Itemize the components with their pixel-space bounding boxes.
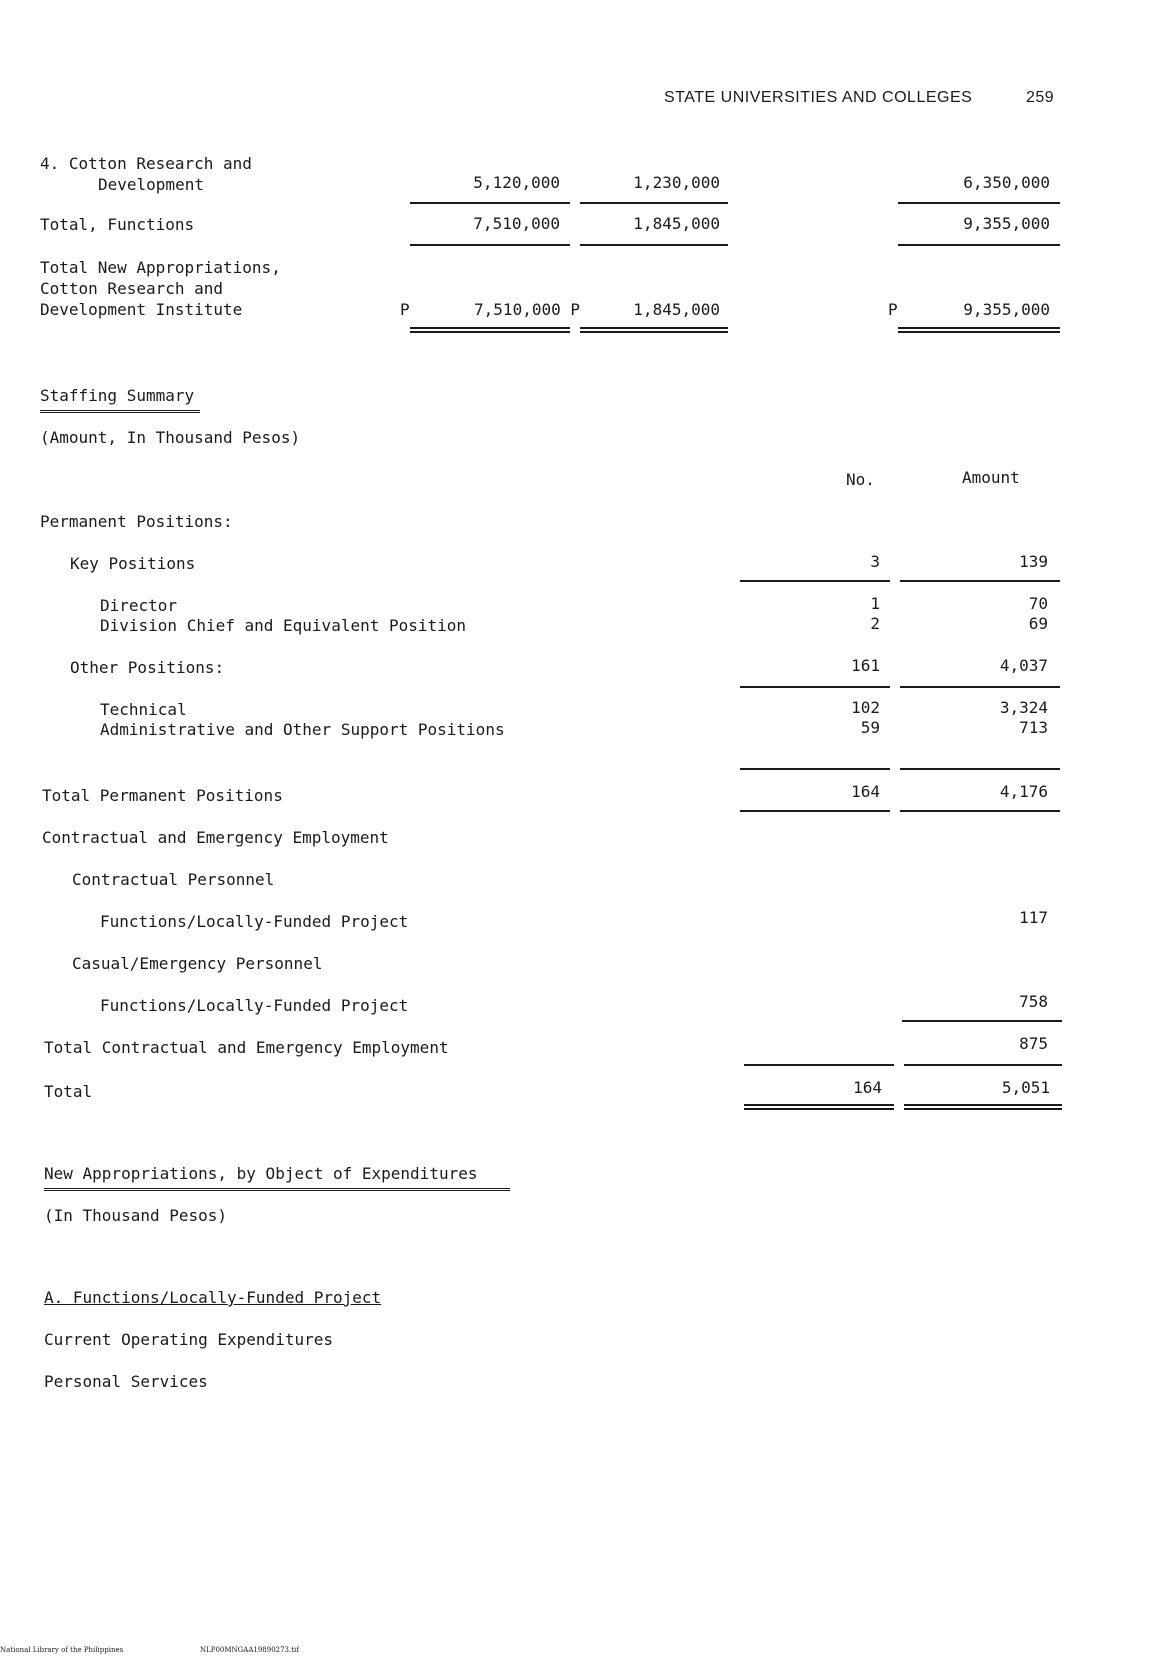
col-header-amount: Amount	[962, 468, 1020, 487]
total-contractual-amount: 875	[1019, 1034, 1048, 1053]
double-rule	[744, 1104, 894, 1110]
key-positions-label: Key Positions	[70, 554, 196, 573]
footer-library: National Library of the Philippines	[0, 1646, 124, 1654]
casual-functions-amount: 758	[1019, 992, 1048, 1011]
rule	[902, 1020, 1062, 1022]
total-permanent-label: Total Permanent Positions	[42, 786, 283, 805]
rule	[900, 810, 1060, 812]
rule	[580, 202, 728, 204]
rule	[744, 1064, 894, 1066]
contractual-functions-amount: 117	[1019, 908, 1048, 927]
technical-amount: 3,324	[999, 698, 1048, 717]
total-new-approp-line2: Cotton Research and	[40, 279, 224, 298]
object-expenditures-subtitle: (In Thousand Pesos)	[44, 1206, 228, 1225]
rule	[904, 1064, 1062, 1066]
rule	[898, 202, 1060, 204]
division-chief-label: Division Chief and Equivalent Position	[100, 616, 467, 635]
total-contractual-label: Total Contractual and Emergency Employment	[44, 1038, 449, 1057]
division-chief-amount: 69	[1028, 614, 1048, 633]
technical-no: 102	[851, 698, 880, 717]
director-label: Director	[100, 596, 178, 615]
key-positions-amount: 139	[1019, 552, 1048, 571]
peso-sign-total: P	[888, 300, 898, 319]
running-header: STATE UNIVERSITIES AND COLLEGES	[664, 89, 973, 106]
total-new-approp-line3: Development Institute	[40, 300, 243, 319]
double-rule	[410, 327, 570, 333]
total-functions-col1: 7,510,000	[473, 214, 560, 233]
col-header-no: No.	[846, 470, 875, 489]
rule	[900, 686, 1060, 688]
total-new-approp-col1: 7,510,000 P	[474, 300, 580, 319]
total-new-approp-line1: Total New Appropriations,	[40, 258, 281, 277]
double-rule	[904, 1104, 1062, 1110]
grand-total-amount: 5,051	[1001, 1078, 1050, 1097]
page-number: 259	[1026, 89, 1055, 106]
total-new-approp-total: 9,355,000	[963, 300, 1050, 319]
total-permanent-no: 164	[851, 782, 880, 801]
total-functions-col2: 1,845,000	[633, 214, 720, 233]
contractual-functions-label: Functions/Locally-Funded Project	[100, 912, 409, 931]
grand-total-no: 164	[853, 1078, 882, 1097]
contractual-personnel-heading: Contractual Personnel	[72, 870, 275, 889]
casual-personnel-heading: Casual/Emergency Personnel	[72, 954, 323, 973]
double-rule	[44, 1188, 510, 1191]
rule	[410, 202, 570, 204]
item4-label-line2: Development	[98, 175, 204, 194]
division-chief-no: 2	[870, 614, 880, 633]
double-rule	[40, 410, 200, 413]
other-positions-label: Other Positions:	[70, 658, 225, 677]
total-permanent-amount: 4,176	[999, 782, 1048, 801]
personal-services-heading: Personal Services	[44, 1372, 208, 1391]
other-positions-no: 161	[851, 656, 880, 675]
item4-col1: 5,120,000	[473, 173, 560, 192]
admin-label: Administrative and Other Support Positions	[100, 720, 505, 739]
director-no: 1	[870, 594, 880, 613]
staffing-title: Staffing Summary	[40, 386, 195, 405]
rule	[900, 768, 1060, 770]
director-amount: 70	[1028, 594, 1048, 613]
rule	[740, 768, 890, 770]
double-rule	[580, 327, 728, 333]
admin-amount: 713	[1019, 718, 1048, 737]
item4-total: 6,350,000	[963, 173, 1050, 192]
section-a-heading: A. Functions/Locally-Funded Project	[44, 1288, 382, 1307]
rule	[740, 686, 890, 688]
permanent-positions-heading: Permanent Positions:	[40, 512, 233, 531]
rule	[410, 244, 570, 246]
rule	[740, 580, 890, 582]
current-operating-heading: Current Operating Expenditures	[44, 1330, 333, 1349]
double-rule	[898, 327, 1060, 333]
peso-sign: P	[400, 300, 410, 319]
grand-total-label: Total	[44, 1082, 93, 1101]
footer-file: NLP00MNGAA19890273.tif	[200, 1646, 299, 1654]
technical-label: Technical	[100, 700, 187, 719]
total-functions-label: Total, Functions	[40, 215, 195, 234]
key-positions-no: 3	[870, 552, 880, 571]
total-functions-total: 9,355,000	[963, 214, 1050, 233]
admin-no: 59	[860, 718, 880, 737]
total-new-approp-col2: 1,845,000	[633, 300, 720, 319]
item4-col2: 1,230,000	[633, 173, 720, 192]
rule	[900, 580, 1060, 582]
other-positions-amount: 4,037	[999, 656, 1048, 675]
rule	[898, 244, 1060, 246]
contractual-emergency-heading: Contractual and Emergency Employment	[42, 828, 389, 847]
rule	[580, 244, 728, 246]
object-expenditures-title: New Appropriations, by Object of Expenditures	[44, 1164, 478, 1183]
item4-label-line1: 4. Cotton Research and	[40, 154, 252, 173]
rule	[740, 810, 890, 812]
casual-functions-label: Functions/Locally-Funded Project	[100, 996, 409, 1015]
staffing-subtitle: (Amount, In Thousand Pesos)	[40, 428, 301, 447]
